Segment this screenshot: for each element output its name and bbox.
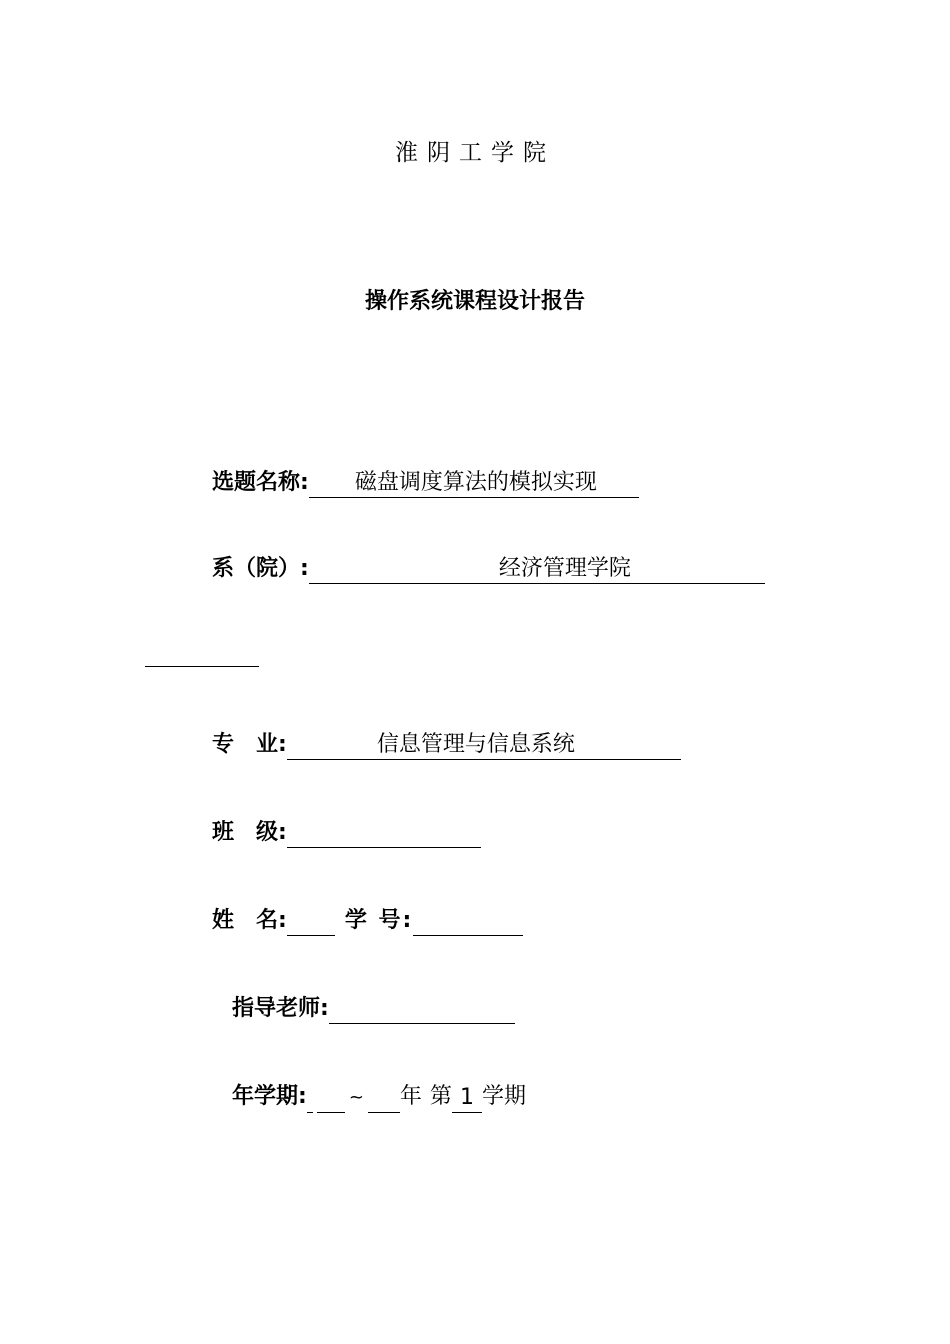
term-suffix: 学期 (481, 1084, 526, 1109)
name-label: 姓 名: (212, 908, 287, 933)
term-tilde: ~ (348, 1087, 364, 1108)
topic-value: 磁盘调度算法的模拟实现 (309, 469, 639, 498)
topic-row (212, 468, 639, 498)
topic-label: 选题名称: (212, 470, 309, 495)
major-label: 专 业: (212, 732, 287, 757)
major-row (212, 730, 681, 760)
major-value: 信息管理与信息系统 (287, 731, 681, 760)
department-label: 系（院）: (212, 556, 309, 581)
term-label: 年学期: (232, 1084, 307, 1109)
class-row (212, 818, 481, 848)
term-start-year-blank (317, 1084, 345, 1113)
term-end-year-blank (368, 1084, 400, 1113)
term-row (232, 1082, 526, 1112)
term-start-prefix-blank (307, 1084, 313, 1113)
class-label: 班 级: (212, 820, 287, 845)
term-number: 1 (452, 1084, 482, 1113)
advisor-value (329, 995, 515, 1024)
advisor-label: 指导老师: (232, 996, 329, 1021)
class-value (287, 819, 481, 848)
term-year-suffix: 年 (399, 1084, 422, 1109)
term-prefix: 第 (429, 1084, 452, 1109)
student-id-label: 学 号: (344, 908, 414, 933)
name-value (287, 907, 335, 936)
department-value: 经济管理学院 (309, 555, 765, 584)
advisor-row (232, 994, 515, 1024)
school-name: 淮阴工学院 (395, 140, 555, 166)
student-id-value (413, 907, 523, 936)
department-row (212, 554, 765, 584)
report-title: 操作系统课程设计报告 (364, 289, 585, 314)
department-continuation-line (145, 636, 259, 667)
name-row (212, 906, 523, 936)
